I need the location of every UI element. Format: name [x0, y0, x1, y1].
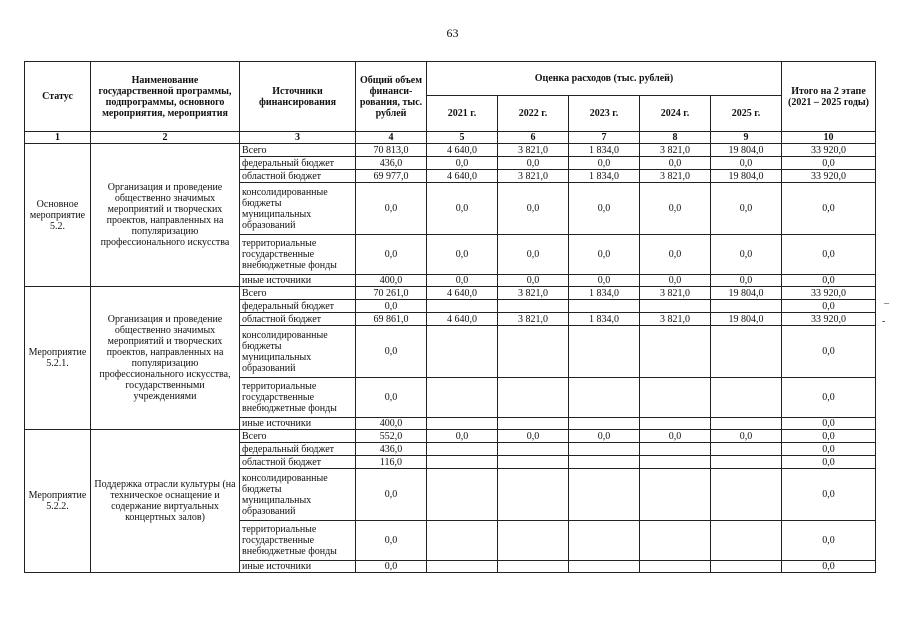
source-cell: федеральный бюджет	[240, 157, 356, 170]
status-cell: Основное мероприятие 5.2.	[25, 144, 91, 287]
year-value-cell	[498, 521, 569, 561]
year-value-cell	[640, 300, 711, 313]
year-value-cell	[640, 469, 711, 521]
margin-mark: -	[882, 316, 886, 327]
year-value-cell: 4 640,0	[427, 144, 498, 157]
header-estimate: Оценка расходов (тыс. рублей)	[427, 62, 782, 96]
year-value-cell	[711, 443, 782, 456]
source-cell: иные источники	[240, 275, 356, 287]
year-value-cell: 0,0	[569, 275, 640, 287]
source-cell: областной бюджет	[240, 313, 356, 326]
column-number: 8	[640, 132, 711, 144]
year-value-cell	[498, 443, 569, 456]
year-value-cell: 0,0	[569, 157, 640, 170]
total-volume-cell: 400,0	[356, 275, 427, 287]
year-value-cell	[711, 326, 782, 378]
year-value-cell	[427, 326, 498, 378]
stage-total-cell: 0,0	[782, 443, 876, 456]
year-value-cell	[498, 378, 569, 418]
total-volume-cell: 69 861,0	[356, 313, 427, 326]
source-cell: Всего	[240, 287, 356, 300]
year-value-cell: 0,0	[640, 275, 711, 287]
year-value-cell	[427, 418, 498, 430]
year-value-cell: 19 804,0	[711, 144, 782, 157]
year-value-cell	[427, 300, 498, 313]
header-year: 2021 г.	[427, 96, 498, 132]
year-value-cell	[711, 418, 782, 430]
year-value-cell	[711, 521, 782, 561]
source-cell: консолидированные бюджеты муниципальных образований	[240, 326, 356, 378]
year-value-cell: 0,0	[640, 183, 711, 235]
stage-total-cell: 0,0	[782, 456, 876, 469]
total-volume-cell: 0,0	[356, 235, 427, 275]
year-value-cell	[569, 378, 640, 418]
year-value-cell: 3 821,0	[498, 170, 569, 183]
total-volume-cell: 0,0	[356, 561, 427, 573]
year-value-cell	[640, 418, 711, 430]
column-number: 7	[569, 132, 640, 144]
header-name: Наименование государственной программы, подпрограммы, основного мероприятия, мероприятия	[91, 62, 240, 132]
header-year: 2024 г.	[640, 96, 711, 132]
stage-total-cell: 0,0	[782, 561, 876, 573]
total-volume-cell: 0,0	[356, 469, 427, 521]
source-cell: территориальные государственные внебюджетные фонды	[240, 235, 356, 275]
year-value-cell: 0,0	[640, 157, 711, 170]
year-value-cell: 1 834,0	[569, 144, 640, 157]
year-value-cell: 0,0	[569, 430, 640, 443]
total-volume-cell: 0,0	[356, 326, 427, 378]
year-value-cell: 3 821,0	[640, 170, 711, 183]
year-value-cell: 0,0	[498, 275, 569, 287]
year-value-cell	[640, 456, 711, 469]
year-value-cell: 3 821,0	[640, 313, 711, 326]
total-volume-cell: 0,0	[356, 300, 427, 313]
year-value-cell: 0,0	[711, 430, 782, 443]
year-value-cell: 3 821,0	[640, 144, 711, 157]
source-cell: областной бюджет	[240, 456, 356, 469]
source-cell: территориальные государственные внебюджетные фонды	[240, 521, 356, 561]
year-value-cell	[498, 418, 569, 430]
year-value-cell	[569, 521, 640, 561]
stage-total-cell: 0,0	[782, 521, 876, 561]
year-value-cell: 0,0	[711, 157, 782, 170]
total-volume-cell: 400,0	[356, 418, 427, 430]
status-cell: Мероприятие 5.2.2.	[25, 430, 91, 573]
year-value-cell: 0,0	[498, 183, 569, 235]
column-number: 6	[498, 132, 569, 144]
header-year: 2025 г.	[711, 96, 782, 132]
source-cell: областной бюджет	[240, 170, 356, 183]
total-volume-cell: 70 261,0	[356, 287, 427, 300]
total-volume-cell: 70 813,0	[356, 144, 427, 157]
header-status: Статус	[25, 62, 91, 132]
table-row	[25, 287, 876, 300]
year-value-cell: 4 640,0	[427, 287, 498, 300]
table-row	[25, 430, 876, 443]
year-value-cell	[569, 561, 640, 573]
year-value-cell	[569, 300, 640, 313]
measure-name-cell: Организация и проведение общественно значимых мероприятий и творческих проектов, направленных на популяризацию профессионального искусства, государственными учреждениями	[91, 287, 240, 430]
year-value-cell	[640, 443, 711, 456]
year-value-cell: 0,0	[427, 235, 498, 275]
header-stage-total: Итого на 2 этапе (2021 – 2025 годы)	[782, 62, 876, 132]
total-volume-cell: 436,0	[356, 157, 427, 170]
year-value-cell	[427, 521, 498, 561]
measure-name-cell: Организация и проведение общественно значимых мероприятий и творческих проектов, направленных на популяризацию профессионального искусства	[91, 144, 240, 287]
page-number: 63	[446, 26, 459, 40]
year-value-cell: 1 834,0	[569, 170, 640, 183]
stage-total-cell: 0,0	[782, 326, 876, 378]
header-total-volume: Общий объем финанси- рования, тыс. рублей	[356, 62, 427, 132]
stage-total-cell: 0,0	[782, 378, 876, 418]
year-value-cell	[498, 326, 569, 378]
column-number: 5	[427, 132, 498, 144]
total-volume-cell: 0,0	[356, 521, 427, 561]
year-value-cell	[711, 561, 782, 573]
year-value-cell	[569, 443, 640, 456]
year-value-cell	[427, 443, 498, 456]
year-value-cell	[427, 469, 498, 521]
year-value-cell: 0,0	[498, 157, 569, 170]
total-volume-cell: 69 977,0	[356, 170, 427, 183]
year-value-cell	[427, 456, 498, 469]
year-value-cell: 19 804,0	[711, 313, 782, 326]
year-value-cell	[640, 561, 711, 573]
total-volume-cell: 552,0	[356, 430, 427, 443]
year-value-cell: 0,0	[427, 157, 498, 170]
year-value-cell: 0,0	[711, 275, 782, 287]
column-number: 9	[711, 132, 782, 144]
year-value-cell: 3 821,0	[498, 287, 569, 300]
stage-total-cell: 0,0	[782, 183, 876, 235]
source-cell: федеральный бюджет	[240, 300, 356, 313]
year-value-cell	[640, 521, 711, 561]
year-value-cell	[498, 300, 569, 313]
column-number: 1	[25, 132, 91, 144]
year-value-cell: 4 640,0	[427, 170, 498, 183]
source-cell: Всего	[240, 144, 356, 157]
stage-total-cell: 0,0	[782, 469, 876, 521]
column-number: 3	[240, 132, 356, 144]
stage-total-cell: 0,0	[782, 275, 876, 287]
column-number: 10	[782, 132, 876, 144]
status-cell: Мероприятие 5.2.1.	[25, 287, 91, 430]
year-value-cell	[569, 469, 640, 521]
header-year: 2022 г.	[498, 96, 569, 132]
stage-total-cell: 33 920,0	[782, 287, 876, 300]
year-value-cell	[640, 378, 711, 418]
year-value-cell: 3 821,0	[498, 313, 569, 326]
source-cell: федеральный бюджет	[240, 443, 356, 456]
stage-total-cell: 33 920,0	[782, 170, 876, 183]
year-value-cell	[498, 469, 569, 521]
column-numbers-row	[25, 132, 876, 144]
total-volume-cell: 116,0	[356, 456, 427, 469]
stage-total-cell: 0,0	[782, 235, 876, 275]
year-value-cell	[498, 456, 569, 469]
year-value-cell: 0,0	[569, 183, 640, 235]
year-value-cell	[427, 561, 498, 573]
total-volume-cell: 436,0	[356, 443, 427, 456]
year-value-cell	[498, 561, 569, 573]
table-row	[25, 144, 876, 157]
year-value-cell: 0,0	[498, 430, 569, 443]
year-value-cell	[640, 326, 711, 378]
year-value-cell: 19 804,0	[711, 170, 782, 183]
column-number: 4	[356, 132, 427, 144]
column-number: 2	[91, 132, 240, 144]
margin-mark: –	[884, 298, 889, 309]
stage-total-cell: 0,0	[782, 418, 876, 430]
year-value-cell	[711, 456, 782, 469]
year-value-cell	[711, 469, 782, 521]
stage-total-cell: 0,0	[782, 430, 876, 443]
source-cell: иные источники	[240, 418, 356, 430]
source-cell: консолидированные бюджеты муниципальных образований	[240, 183, 356, 235]
year-value-cell	[569, 456, 640, 469]
year-value-cell	[711, 300, 782, 313]
year-value-cell	[569, 326, 640, 378]
measure-name-cell: Поддержка отрасли культуры (на техническое оснащение и содержание виртуальных концертных залов)	[91, 430, 240, 573]
year-value-cell: 0,0	[711, 235, 782, 275]
year-value-cell: 0,0	[711, 183, 782, 235]
header-year: 2023 г.	[569, 96, 640, 132]
stage-total-cell: 33 920,0	[782, 144, 876, 157]
stage-total-cell: 33 920,0	[782, 313, 876, 326]
year-value-cell	[427, 378, 498, 418]
year-value-cell	[711, 378, 782, 418]
year-value-cell	[569, 418, 640, 430]
source-cell: Всего	[240, 430, 356, 443]
year-value-cell: 0,0	[427, 275, 498, 287]
year-value-cell: 0,0	[427, 183, 498, 235]
year-value-cell: 0,0	[640, 430, 711, 443]
stage-total-cell: 0,0	[782, 300, 876, 313]
source-cell: территориальные государственные внебюджетные фонды	[240, 378, 356, 418]
header-sources: Источники финансирования	[240, 62, 356, 132]
year-value-cell: 0,0	[498, 235, 569, 275]
year-value-cell: 19 804,0	[711, 287, 782, 300]
source-cell: консолидированные бюджеты муниципальных образований	[240, 469, 356, 521]
year-value-cell: 1 834,0	[569, 313, 640, 326]
total-volume-cell: 0,0	[356, 183, 427, 235]
year-value-cell: 0,0	[427, 430, 498, 443]
year-value-cell: 3 821,0	[498, 144, 569, 157]
total-volume-cell: 0,0	[356, 378, 427, 418]
year-value-cell: 4 640,0	[427, 313, 498, 326]
stage-total-cell: 0,0	[782, 157, 876, 170]
year-value-cell: 1 834,0	[569, 287, 640, 300]
source-cell: иные источники	[240, 561, 356, 573]
year-value-cell: 0,0	[640, 235, 711, 275]
year-value-cell: 0,0	[569, 235, 640, 275]
year-value-cell: 3 821,0	[640, 287, 711, 300]
financing-table	[24, 61, 876, 573]
